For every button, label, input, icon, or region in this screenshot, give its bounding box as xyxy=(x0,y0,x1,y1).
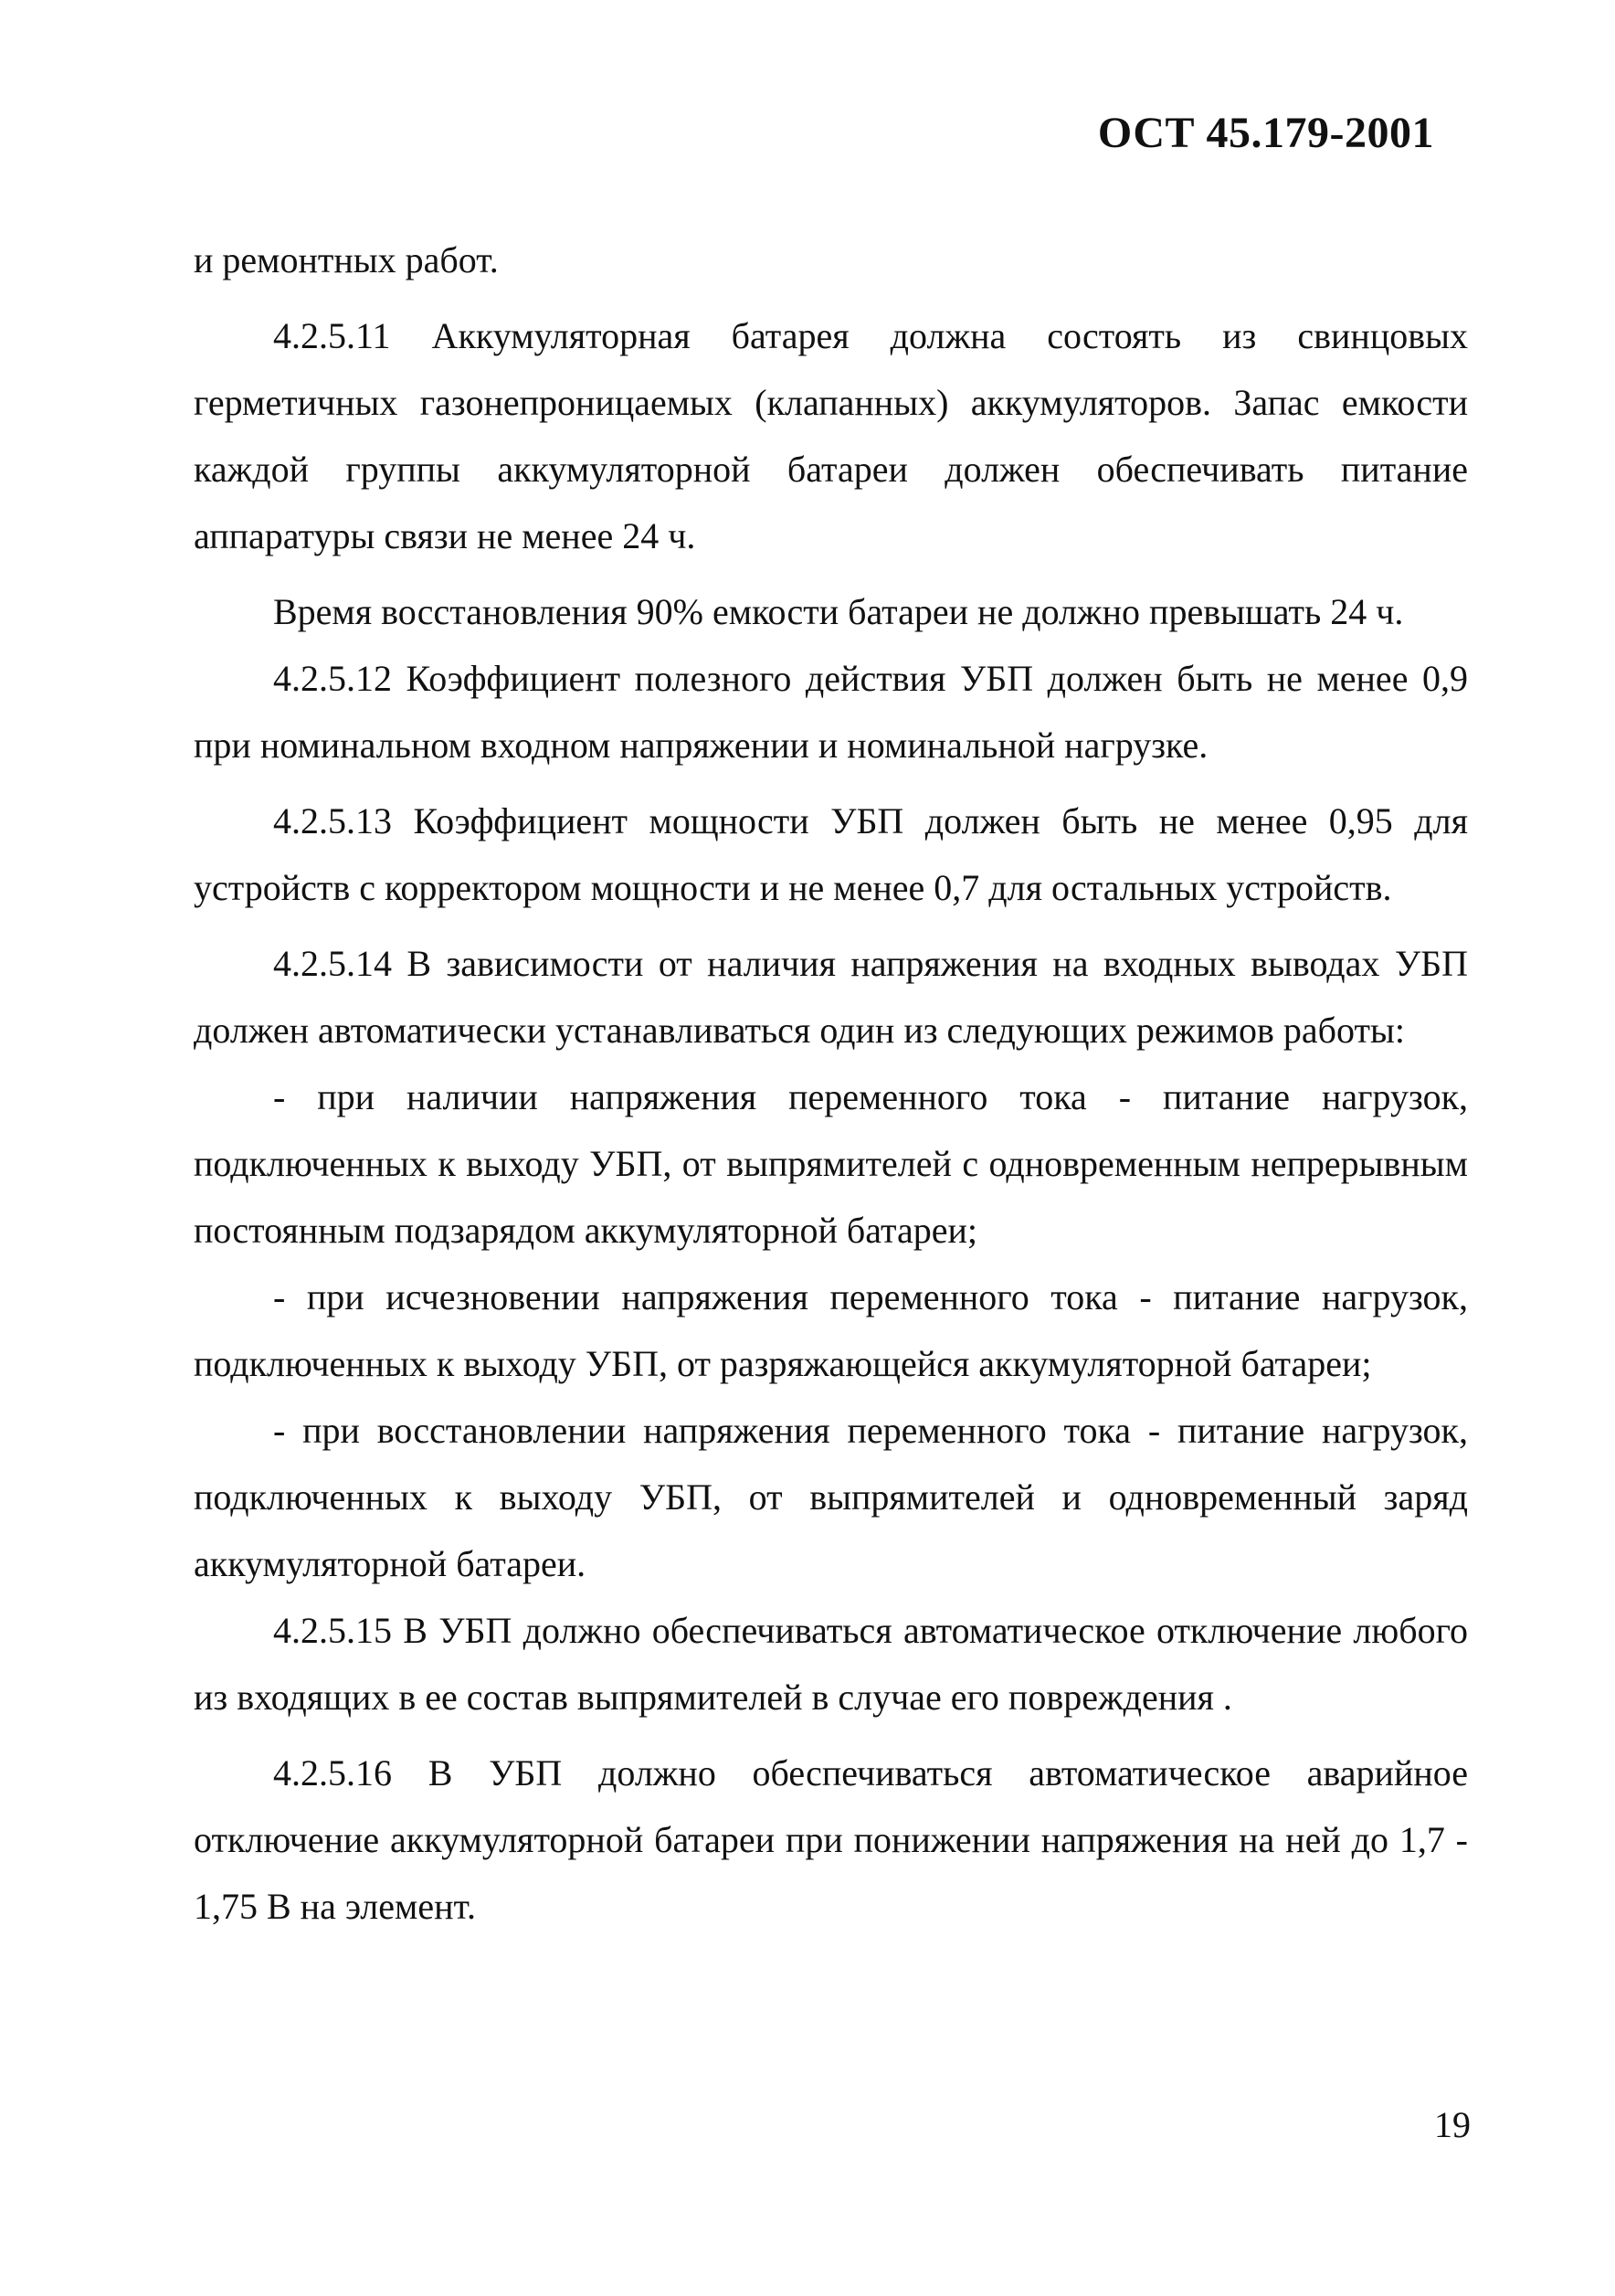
document-body xyxy=(194,227,1468,1940)
paragraph-recovery-time: Время восстановления 90% емкости батареи не должно превышать 24 ч. xyxy=(273,591,1404,632)
paragraph-4-2-5-14: 4.2.5.14 В зависимости от наличия напряжения на входных выводах УБП должен автоматически устанавливаться один из следующих режимов работы: xyxy=(194,943,1468,1051)
paragraph-4-2-5-16: 4.2.5.16 В УБП должно обеспечиваться автоматическое аварийное отключение аккумуляторной батареи при понижении напряжения на ней до 1,7 - 1,75 В на элемент. xyxy=(194,1752,1468,1927)
document-code: ОСТ 45.179-2001 xyxy=(1097,109,1434,157)
paragraph-continuation: и ремонтных работ. xyxy=(194,239,499,280)
page-number: 19 xyxy=(1434,2104,1471,2145)
list-item-ac-present: - при наличии напряжения переменного тока - питание нагрузок, подключенных к выходу УБП, от выпрямителей с одновременным непрерывным постоянным подзарядом аккумуляторной батареи; xyxy=(194,1076,1468,1251)
list-item-ac-restored: - при восстановлении напряжения переменного тока - питание нагрузок, подключенных к выходу УБП, от выпрямителей и одновременный заряд аккумуляторной батареи. xyxy=(194,1410,1468,1584)
paragraph-4-2-5-11: 4.2.5.11 Аккумуляторная батарея должна состоять из свинцовых герметичных газонепроницаемых (клапанных) аккумуляторов. Запас емкости каждой группы аккумуляторной батареи должен обеспечивать питание аппаратуры связи не менее 24 ч. xyxy=(194,315,1468,556)
paragraph-4-2-5-15: 4.2.5.15 В УБП должно обеспечиваться автоматическое отключение любого из входящих в ее состав выпрямителей в случае его повреждения . xyxy=(194,1610,1468,1718)
paragraph-4-2-5-13: 4.2.5.13 Коэффициент мощности УБП должен быть не менее 0,95 для устройств с корректором мощности и не менее 0,7 для остальных устройств. xyxy=(194,800,1468,908)
list-item-ac-lost: - при исчезновении напряжения переменного тока - питание нагрузок, подключенных к выходу УБП, от разряжающейся аккумуляторной батареи; xyxy=(194,1276,1468,1384)
paragraph-4-2-5-12: 4.2.5.12 Коэффициент полезного действия УБП должен быть не менее 0,9 при номинальном входном напряжении и номинальной нагрузке. xyxy=(194,658,1468,766)
